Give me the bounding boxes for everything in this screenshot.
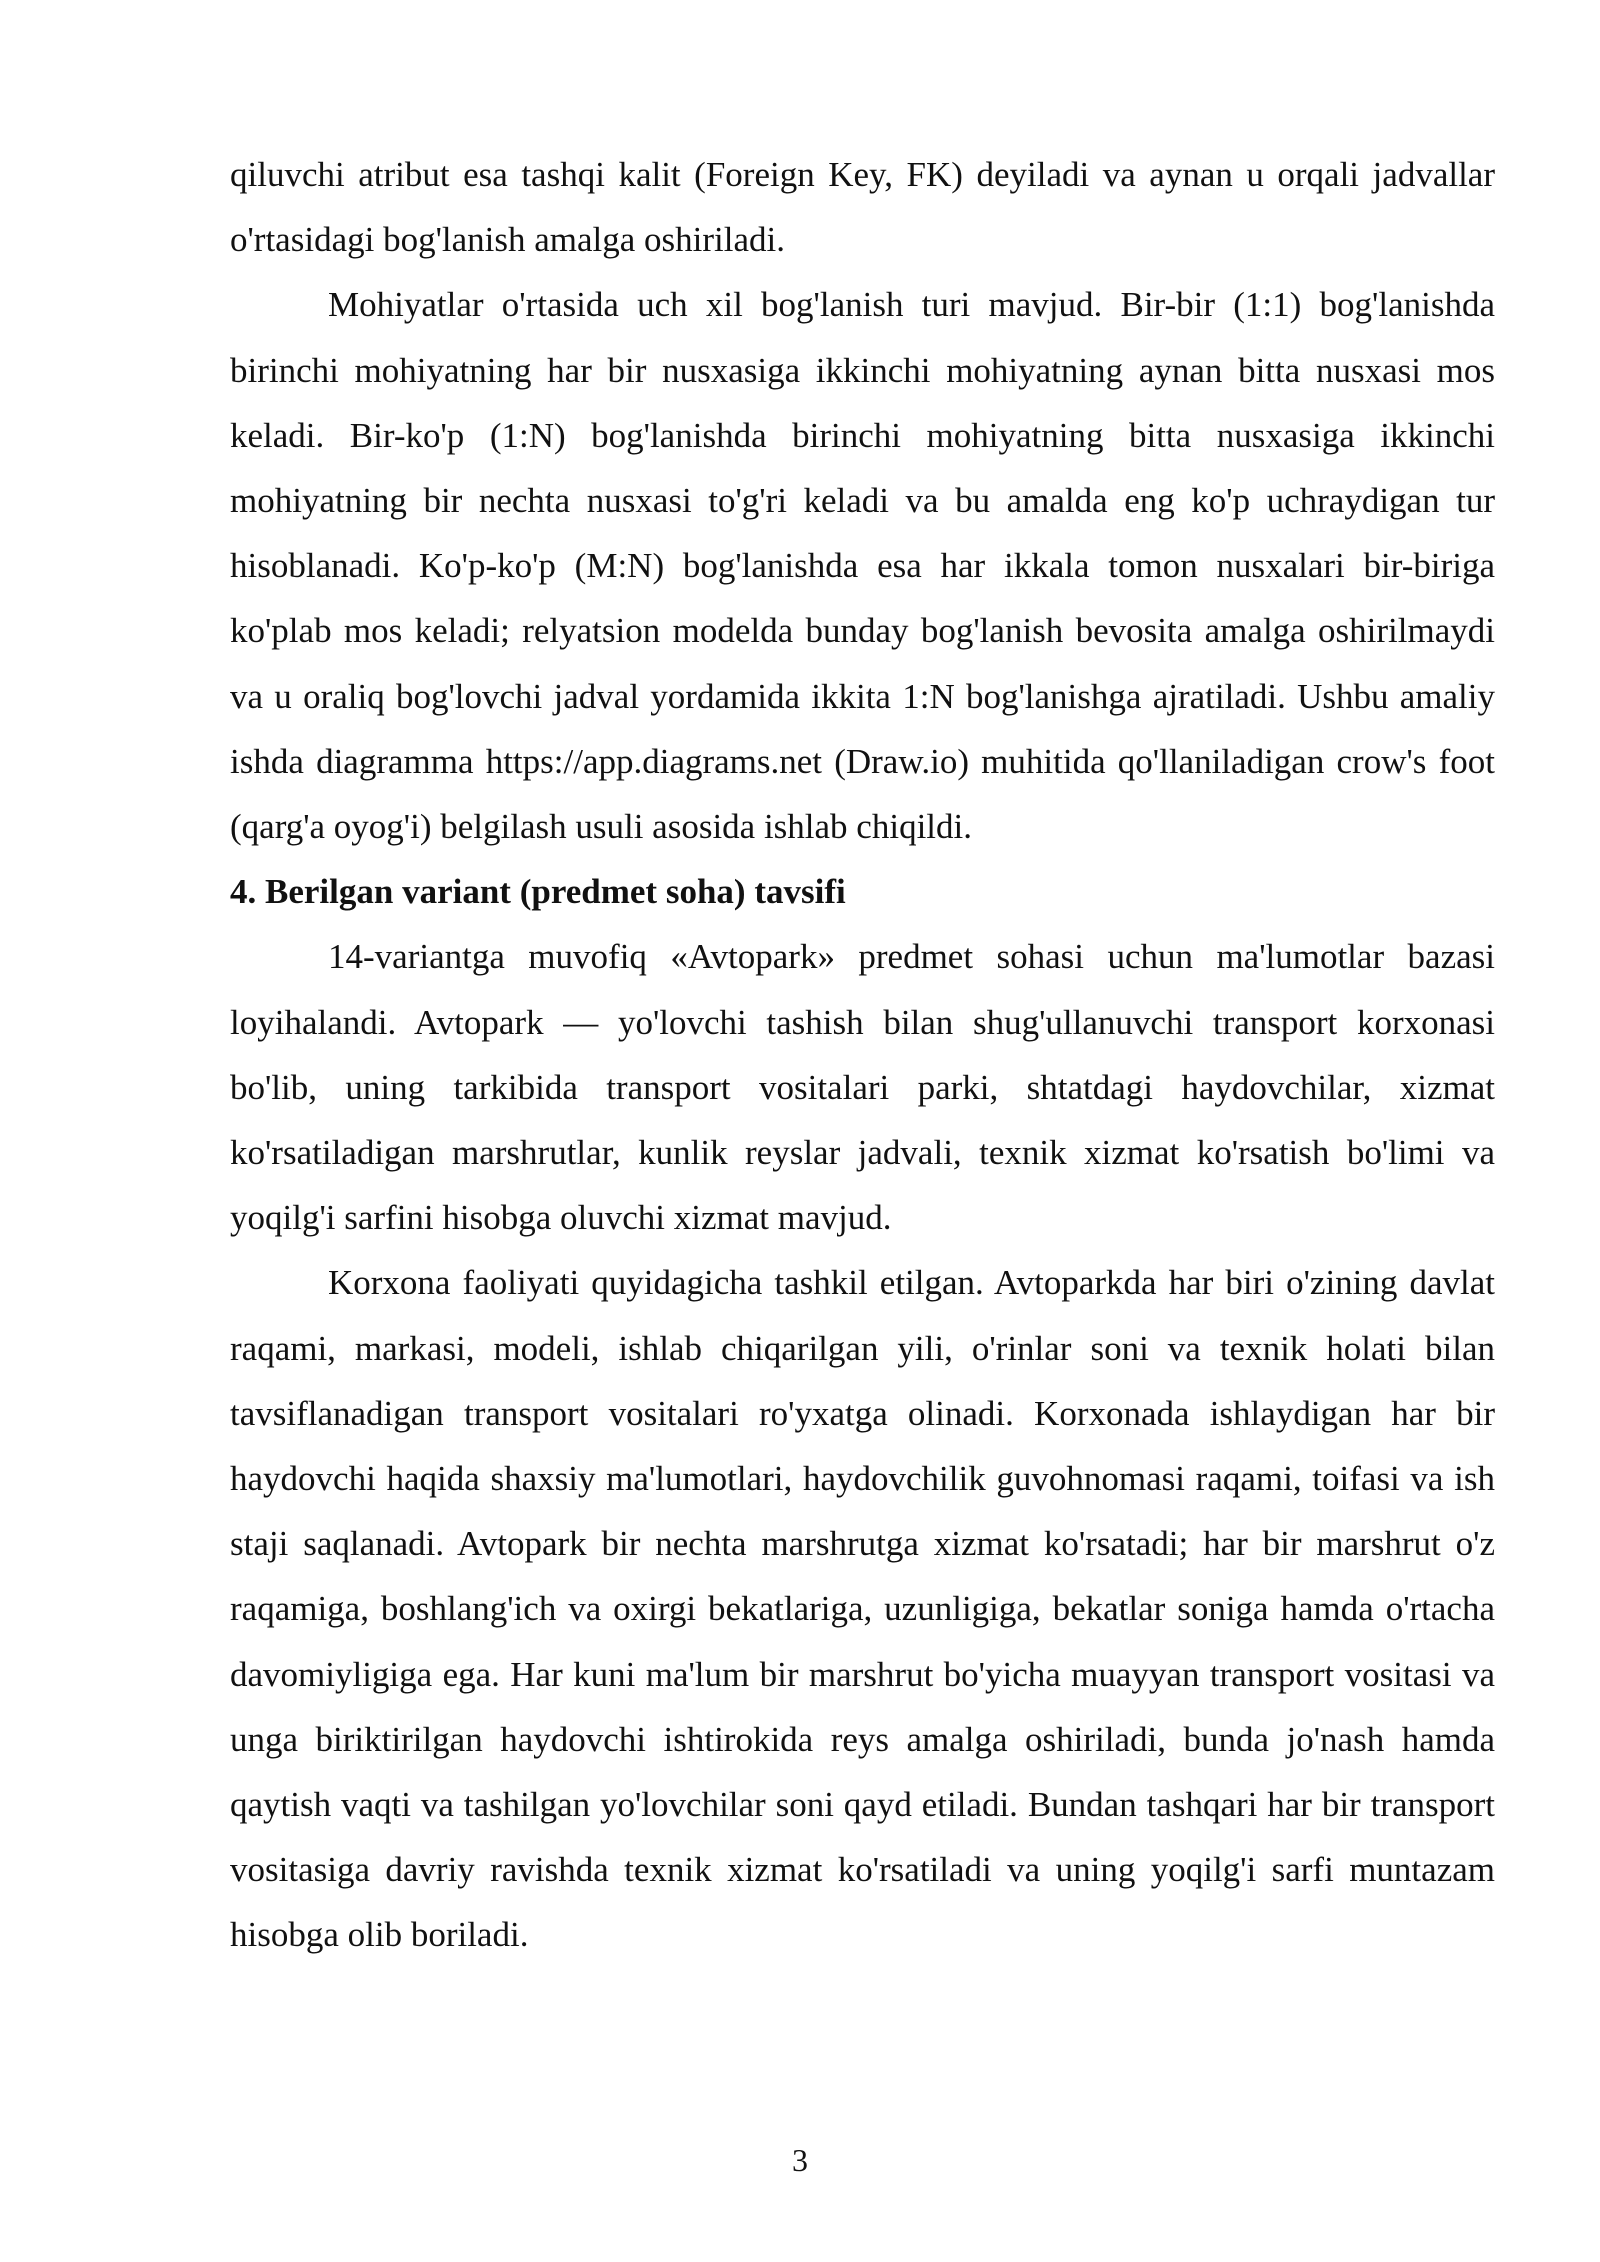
paragraph-foreign-key-continuation: qiluvchi atribut esa tashqi kalit (Foreign Key, FK) deyiladi va aynan u orqali jadvallar o'rtasidagi bog'lanish amalga oshiriladi. [230, 155, 1495, 260]
section-heading: 4. Berilgan variant (predmet soha) tavsifi [230, 872, 846, 912]
page-body [230, 142, 1495, 1968]
paragraph-relationship-types: Mohiyatlar o'rtasida uch xil bog'lanish turi mavjud. Bir-bir (1:1) bog'lanishda birinchi mohiyatning har bir nusxasiga ikkinchi mohiyatning aynan bitta nusxasi mos keladi. Bir-ko'p (1:N) bog'lanishda birinchi mohiyatning bitta nusxasiga ikkinchi mohiyatning bir nechta nusxasi to'g'ri keladi va bu amalda eng ko'p uchraydigan tur hisoblanadi. Ko'p-ko'p (M:N) bog'lanishda esa har ikkala tomon nusxalari bir-biriga ko'plab mos keladi; relyatsion modelda bunday bog'lanish bevosita amalga oshirilmaydi va u oraliq bog'lovchi jadval yordamida ikkita 1:N bog'lanishga ajratiladi. Ushbu amaliy ishda diagramma https://app.diagrams.net (Draw.io) muhitida qo'llaniladigan crow's foot (qarg'a oyog'i) belgilash usuli asosida ishlab chiqildi. [230, 285, 1495, 847]
page-number: 3 [792, 2142, 808, 2178]
paragraph-organization-description: Korxona faoliyati quyidagicha tashkil etilgan. Avtoparkda har biri o'zining davlat raqami, markasi, modeli, ishlab chiqarilgan yili, o'rinlar soni va texnik holati bilan tavsiflanadigan transport vositalari ro'yxatga olinadi. Korxonada ishlaydigan har bir haydovchi haqida shaxsiy ma'lumotlari, haydovchilik guvohnomasi raqami, toifasi va ish staji saqlanadi. Avtopark bir nechta marshrutga xizmat ko'rsatadi; har bir marshrut o'z raqamiga, boshlang'ich va oxirgi bekatlariga, uzunligiga, bekatlar soniga hamda o'rtacha davomiyligiga ega. Har kuni ma'lum bir marshrut bo'yicha muayyan transport vositasi va unga biriktirilgan haydovchi ishtirokida reys amalga oshiriladi, bunda jo'nash hamda qaytish vaqti va tashilgan yo'lovchilar soni qayd etiladi. Bundan tashqari har bir transport vositasiga davriy ravishda texnik xizmat ko'rsatiladi va uning yoqilg'i sarfi muntazam hisobga olib boriladi. [230, 1263, 1495, 1955]
paragraph-variant-intro: 14-variantga muvofiq «Avtopark» predmet sohasi uchun ma'lumotlar bazasi loyihalandi. Avtopark — yo'lovchi tashish bilan shug'ullanuvchi transport korxonasi bo'lib, uning tarkibida transport vositalari parki, shtatdagi haydovchilar, xizmat ko'rsatiladigan marshrutlar, kunlik reyslar jadvali, texnik xizmat ko'rsatish bo'limi va yoqilg'i sarfini hisobga oluvchi xizmat mavjud. [230, 937, 1495, 1238]
